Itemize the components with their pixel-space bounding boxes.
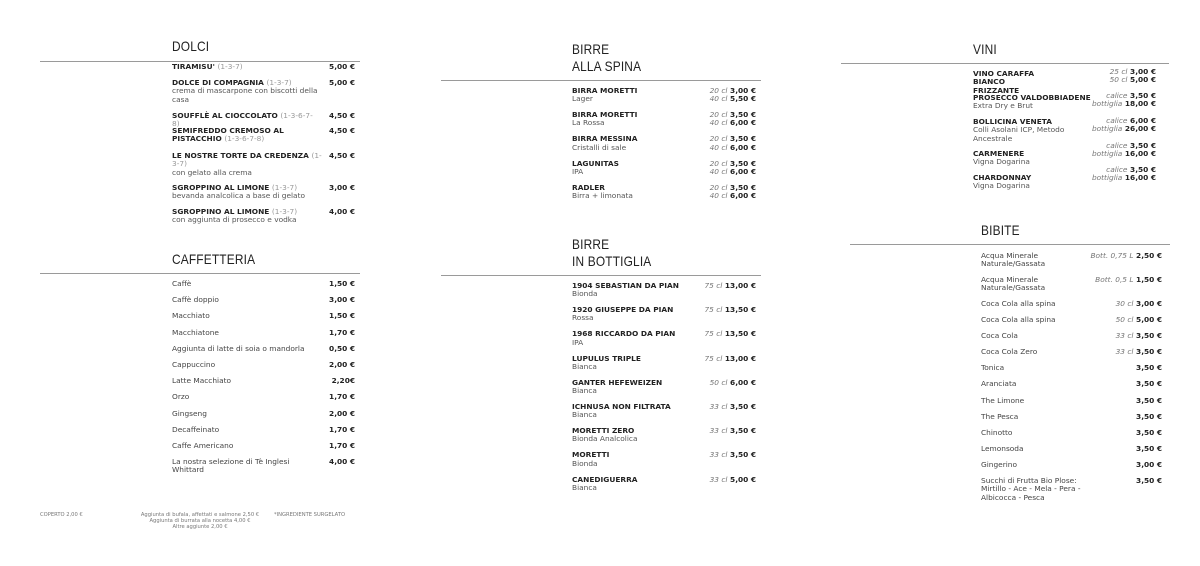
birre-spina-item-price xyxy=(710,111,756,128)
bibite-item-price xyxy=(1116,300,1162,308)
birre-spina-item xyxy=(572,111,692,128)
birre-spina-item-price-line xyxy=(710,144,756,152)
vini-item-price-value: 16,00 € xyxy=(1124,149,1156,159)
birre-bottiglia-item-name: LUPULUS TRIPLE xyxy=(572,353,641,363)
birre-spina-item-price-unit: 20 cl xyxy=(709,134,728,144)
birre-bottiglia-item-price-line xyxy=(710,403,756,411)
dolci-item-price: 4,50 € xyxy=(329,151,355,160)
birre-bottiglia-rule xyxy=(441,275,761,276)
bibite-item: Tonica xyxy=(981,363,1005,372)
birre-bottiglia-item xyxy=(572,379,697,396)
birre-spina-item-price-value: 3,50 € xyxy=(730,158,756,168)
vini-title: VINI xyxy=(973,41,997,57)
vini-item-price-unit: calice xyxy=(1106,116,1128,125)
caffetteria-item-price: 1,50 € xyxy=(329,279,355,288)
vini-item-desc: Vigna Dogarina xyxy=(973,181,1030,191)
vini-item-price-value: 18,00 € xyxy=(1124,99,1156,109)
birre-bottiglia-item-desc: Bionda Analcolica xyxy=(572,434,638,444)
birre-bottiglia-item-price xyxy=(710,403,756,411)
birre-spina-item-desc: La Rossa xyxy=(572,118,605,128)
caffetteria-item-price: 2,20€ xyxy=(331,376,355,386)
birre-bottiglia-item xyxy=(572,306,697,323)
caffetteria-item: Cappuccino xyxy=(172,360,216,369)
birre-bottiglia-item-price-value: 13,50 € xyxy=(724,329,756,339)
birre-spina-title xyxy=(572,41,641,75)
dolci-item-allergens: (1-3-6-7-8) xyxy=(172,111,313,129)
footer-aggiunte xyxy=(130,513,270,530)
dolci-item-name: SGROPPINO AL LIMONE (1-3-7) xyxy=(172,183,298,192)
birre-spina-item-price xyxy=(710,160,756,177)
birre-spina-item-price-unit: 40 cl xyxy=(709,118,728,128)
bibite-item-price xyxy=(1136,380,1162,388)
birre-bottiglia-item-price-value: 13,50 € xyxy=(724,305,756,315)
dolci-item-price: 3,00 € xyxy=(329,183,355,192)
bibite-item: Chinotto xyxy=(981,428,1013,437)
vini-item-price-unit: 25 cl xyxy=(1109,67,1128,76)
caffetteria-item-price: 1,70 € xyxy=(329,424,355,434)
birre-spina-item-price-line xyxy=(710,119,756,127)
birre-bottiglia-item-price-unit: 50 cl xyxy=(709,377,728,387)
birre-bottiglia-item-price-unit: 75 cl xyxy=(704,329,723,339)
dolci-item-name: DOLCE DI COMPAGNIA (1-3-7) xyxy=(172,78,292,87)
caffetteria-item-price: 1,50 € xyxy=(329,311,355,321)
caffetteria-item: Macchiatone xyxy=(172,327,219,337)
caffetteria-item: Macchiato xyxy=(172,311,210,321)
vini-item-price-unit: calice xyxy=(1106,141,1128,150)
vini-item-price-unit: 50 cl xyxy=(1109,75,1128,85)
birre-bottiglia-item-price-value: 13,00 € xyxy=(724,281,756,290)
bibite-item-unit: Bott. 0,5 L xyxy=(1095,275,1134,284)
birre-spina-item-price xyxy=(710,87,756,104)
birre-bottiglia-item xyxy=(572,476,697,493)
caffetteria-item-price: 2,00 € xyxy=(329,360,355,369)
bibite-item-value: 3,50 € xyxy=(1136,444,1162,453)
dolci-item-desc: crema di mascarpone con biscotti della casa xyxy=(172,86,318,104)
caffetteria-item: Caffè xyxy=(172,279,192,288)
bibite-item-value: 1,50 € xyxy=(1136,275,1162,284)
vini-item-price-value: 5,00 € xyxy=(1130,75,1156,85)
bibite-item-price xyxy=(1136,413,1162,421)
birre-spina-item-price-value: 6,00 € xyxy=(730,166,756,176)
bibite-item-value: 3,50 € xyxy=(1136,331,1162,340)
bibite-item-value: 3,50 € xyxy=(1136,476,1162,485)
birre-bottiglia-item-desc: IPA xyxy=(572,337,584,347)
birre-bottiglia-item-price-line xyxy=(710,476,756,484)
birre-spina-item-price-line xyxy=(710,192,756,200)
dolci-item-allergens: (1-3-7) xyxy=(271,207,298,216)
birre-bottiglia-item-desc: Bianca xyxy=(572,410,597,420)
vini-item-price-line xyxy=(1092,100,1156,108)
birre-bottiglia-item-price-unit: 33 cl xyxy=(709,426,728,436)
vini-item-price xyxy=(1092,142,1156,159)
birre-bottiglia-item-name: GANTER HEFEWEIZEN xyxy=(572,377,663,387)
vini-item xyxy=(973,150,1091,167)
vini-rule xyxy=(841,63,1169,64)
vini-item-price-line xyxy=(1092,150,1156,158)
birre-spina-item-price-value: 3,50 € xyxy=(730,134,756,144)
bibite-item-price xyxy=(1095,276,1162,284)
birre-bottiglia-item-price-line xyxy=(704,306,756,314)
caffetteria-item: Decaffeinato xyxy=(172,424,220,434)
birre-spina-item-price-line xyxy=(710,168,756,176)
birre-bottiglia-item-price-line xyxy=(710,379,756,387)
birre-bottiglia-item-name: MORETTI xyxy=(572,450,610,460)
caffetteria-item: Caffe Americano xyxy=(172,441,234,450)
birre-spina-item-desc: Lager xyxy=(572,94,593,104)
birre-spina-item-price-value: 3,50 € xyxy=(730,110,756,120)
birre-bottiglia-item-price-line xyxy=(704,282,756,290)
vini-item-price-unit: bottiglia xyxy=(1091,173,1123,183)
footer-aggiunta-line: Aggiunta di burrata alla nocetta 4,00 € xyxy=(149,517,251,524)
vini-item xyxy=(973,118,1091,143)
vini-item-price-value: 26,00 € xyxy=(1124,124,1156,134)
birre-spina-item-price-unit: 40 cl xyxy=(709,142,728,152)
bibite-item-value: 3,50 € xyxy=(1136,363,1162,372)
birre-bottiglia-item-price-value: 3,50 € xyxy=(730,450,756,460)
bibite-item-price xyxy=(1136,477,1162,485)
caffetteria-title: CAFFETTERIA xyxy=(172,251,256,267)
bibite-item: The Limone xyxy=(981,396,1025,405)
bibite-item-value: 3,50 € xyxy=(1136,379,1162,388)
dolci-item xyxy=(172,208,320,225)
birre-bottiglia-item-price-line xyxy=(710,427,756,435)
vini-item-price xyxy=(1092,92,1156,109)
dolci-item-price: 4,50 € xyxy=(329,111,355,120)
bibite-item-unit: 50 cl xyxy=(1115,315,1134,324)
bibite-item: Acqua Minerale Naturale/Gassata xyxy=(981,251,1046,269)
dolci-item-name: TIRAMISU' (1-3-7) xyxy=(172,62,243,71)
birre-bottiglia-item-desc: Bionda xyxy=(572,289,598,299)
bibite-item-unit: Bott. 0,75 L xyxy=(1090,251,1134,260)
bibite-item: Coca Cola Zero xyxy=(981,347,1038,356)
dolci-item-price: 5,00 € xyxy=(329,78,355,87)
caffetteria-item: Latte Macchiato xyxy=(172,376,232,386)
dolci-item-desc: bevanda analcolica a base di gelato xyxy=(172,191,306,201)
dolci-item-name: LE NOSTRE TORTE DA CREDENZA (1-3-7) xyxy=(172,151,322,169)
vini-item-price-unit: bottiglia xyxy=(1091,149,1123,159)
birre-spina-item-price xyxy=(710,135,756,152)
birre-spina-item-price-unit: 20 cl xyxy=(709,182,728,192)
birre-bottiglia-item-price-line xyxy=(710,451,756,459)
bibite-item-value: 3,00 € xyxy=(1136,299,1162,308)
birre-bottiglia-item-price xyxy=(710,451,756,459)
birre-bottiglia-item-name: 1920 GIUSEPPE DA PIAN xyxy=(572,305,674,315)
bibite-item: Coca Cola alla spina xyxy=(981,315,1056,324)
birre-spina-item-price xyxy=(710,184,756,201)
vini-item-price-value: 16,00 € xyxy=(1124,173,1156,183)
bibite-item-price xyxy=(1136,429,1162,437)
vini-item-desc: Colli Asolani ICP, Metodo Ancestrale xyxy=(973,125,1065,143)
dolci-title: DOLCI xyxy=(172,38,210,54)
dolci-item xyxy=(172,184,320,201)
birre-bottiglia-item-price xyxy=(710,476,756,484)
birre-bottiglia-item-price xyxy=(710,427,756,435)
birre-bottiglia-item-price-unit: 33 cl xyxy=(709,474,728,484)
bibite-item-price xyxy=(1116,316,1162,324)
bibite-item: The Pesca xyxy=(981,412,1019,421)
birre-bottiglia-item-price-unit: 75 cl xyxy=(704,281,723,290)
bibite-title: BIBITE xyxy=(981,222,1020,238)
birre-spina-item-price-unit: 20 cl xyxy=(709,86,728,95)
vini-item-name: CARMENERE xyxy=(973,149,1025,158)
birre-spina-item xyxy=(572,184,692,201)
birre-spina-item-name: RADLER xyxy=(572,182,605,192)
dolci-item-name: SOUFFLÈ AL CIOCCOLATO (1-3-6-7-8) xyxy=(172,111,313,129)
birre-bottiglia-item-price-unit: 33 cl xyxy=(709,450,728,460)
birre-bottiglia-item-price-line xyxy=(704,355,756,363)
birre-bottiglia-item-price-value: 3,50 € xyxy=(730,426,756,436)
bibite-item-value: 3,50 € xyxy=(1136,428,1162,437)
birre-spina-item-desc: Cristalli di sale xyxy=(572,142,627,152)
caffetteria-item-price: 0,50 € xyxy=(329,343,355,353)
bibite-item-price xyxy=(1136,445,1162,453)
bibite-item-value: 3,50 € xyxy=(1136,347,1162,356)
birre-bottiglia-item-desc: Bionda xyxy=(572,458,598,468)
caffetteria-item-price: 1,70 € xyxy=(329,392,355,402)
birre-bottiglia-item-price-value: 13,00 € xyxy=(724,353,756,363)
bibite-item: Acqua Minerale Naturale/Gassata xyxy=(981,275,1046,293)
dolci-item-desc: con gelato alla crema xyxy=(172,167,252,177)
birre-bottiglia-title xyxy=(572,236,651,270)
birre-bottiglia-item-price xyxy=(710,379,756,387)
vini-item-price-value: 3,50 € xyxy=(1130,165,1156,174)
vini-item xyxy=(973,70,1043,95)
birre-bottiglia-item-name: CANEDIGUERRA xyxy=(572,474,638,484)
vini-item-name: PROSECCO VALDOBBIADENE xyxy=(973,93,1091,102)
bibite-item: Succhi di Frutta Bio Plose: Mirtillo - Ace - Mela - Pera - Albicocca - Pesca xyxy=(981,476,1081,502)
caffetteria-item: Orzo xyxy=(172,392,190,402)
vini-item-name: BOLLICINA VENETA xyxy=(973,117,1052,126)
birre-bottiglia-item-price xyxy=(704,282,756,290)
bibite-item: Coca Cola alla spina xyxy=(981,299,1056,308)
dolci-item xyxy=(172,152,322,177)
bibite-item-unit: 30 cl xyxy=(1115,299,1134,308)
birre-spina-item-price-unit: 40 cl xyxy=(709,94,728,104)
birre-bottiglia-item-name: ICHNUSA NON FILTRATA xyxy=(572,402,671,411)
birre-spina-heading: BIRRE xyxy=(572,41,610,57)
vini-item-desc: Extra Dry e Brut xyxy=(973,101,1033,111)
bibite-item-value: 3,00 € xyxy=(1136,460,1162,469)
birre-spina-item xyxy=(572,87,692,104)
dolci-item-desc: con aggiunta di prosecco e vodka xyxy=(172,215,297,225)
vini-item-price-value: 3,00 € xyxy=(1130,67,1156,76)
bibite-item-unit: 33 cl xyxy=(1115,347,1134,356)
birre-spina-item-price-line xyxy=(710,95,756,103)
vini-item-price-unit: calice xyxy=(1106,91,1128,100)
birre-bottiglia-item-desc: Bianca xyxy=(572,386,597,396)
birre-bottiglia-item-price-value: 5,00 € xyxy=(730,474,756,484)
birre-bottiglia-item-desc: Rossa xyxy=(572,313,594,323)
birre-bottiglia-item-price xyxy=(704,306,756,314)
caffetteria-item: Gingseng xyxy=(172,408,207,418)
vini-item-name: CHARDONNAY xyxy=(973,173,1032,182)
vini-item-price-line xyxy=(1092,174,1156,182)
bibite-item-price xyxy=(1116,332,1162,340)
dolci-item-name: SEMIFREDDO CREMOSO AL PISTACCHIO (1-3-6-7-8) xyxy=(172,126,284,144)
caffetteria-item-price: 1,70 € xyxy=(329,441,355,450)
bibite-item-value: 5,00 € xyxy=(1136,315,1162,324)
birre-spina-item-price-value: 6,00 € xyxy=(730,142,756,152)
birre-spina-item-price-unit: 40 cl xyxy=(709,191,728,201)
bibite-item-value: 3,50 € xyxy=(1136,396,1162,405)
bibite-item-price xyxy=(1090,252,1162,260)
bibite-rule xyxy=(850,244,1170,245)
birre-spina-item xyxy=(572,160,692,177)
dolci-item-price: 4,50 € xyxy=(329,126,355,135)
birre-bottiglia-item xyxy=(572,355,697,372)
dolci-item-name: SGROPPINO AL LIMONE (1-3-7) xyxy=(172,207,298,216)
vini-item-price-value: 6,00 € xyxy=(1130,116,1156,125)
birre-spina-item-price-value: 5,50 € xyxy=(730,94,756,104)
birre-bottiglia-item-name: 1904 SEBASTIAN DA PIAN xyxy=(572,281,679,290)
birre-spina-item-price-value: 3,00 € xyxy=(730,86,756,95)
birre-spina-item-name: LAGUNITAS xyxy=(572,158,619,168)
birre-bottiglia-item xyxy=(572,451,697,468)
birre-spina-item-desc: Birra + limonata xyxy=(572,191,633,201)
footer-coperto: COPERTO 2,00 € xyxy=(40,512,83,518)
birre-spina-item-name: BIRRA MORETTI xyxy=(572,86,638,95)
birre-bottiglia-item-price-unit: 75 cl xyxy=(704,305,723,315)
birre-spina-item-price-value: 6,00 € xyxy=(730,191,756,201)
birre-bottiglia-item-price-line xyxy=(704,330,756,338)
birre-spina-item-desc: IPA xyxy=(572,166,584,176)
birre-bottiglia-item-desc: Bianca xyxy=(572,361,597,371)
caffetteria-rule xyxy=(40,273,360,274)
vini-item-price xyxy=(1110,68,1156,85)
dolci-item-allergens: (1-3-6-7-8) xyxy=(224,134,265,144)
dolci-item-allergens: (1-3-7) xyxy=(266,78,292,87)
birre-bottiglia-heading: BIRRE xyxy=(572,236,610,252)
vini-item-name: VINO CARAFFA BIANCO FRIZZANTE xyxy=(973,69,1035,95)
dolci-item xyxy=(172,127,320,144)
birre-spina-item-name: BIRRA MORETTI xyxy=(572,110,638,120)
bibite-item-price xyxy=(1136,397,1162,405)
bibite-item: Gingerino xyxy=(981,460,1018,469)
birre-bottiglia-item-name: MORETTI ZERO xyxy=(572,426,635,436)
caffetteria-item-price: 1,70 € xyxy=(329,327,355,337)
vini-item-price-value: 3,50 € xyxy=(1130,141,1156,150)
birre-bottiglia-item xyxy=(572,427,697,444)
vini-item-price-unit: bottiglia xyxy=(1091,124,1123,134)
birre-spina-item-price-unit: 40 cl xyxy=(709,166,728,176)
dolci-item-allergens: (1-3-7) xyxy=(217,62,243,71)
vini-item-price-line xyxy=(1092,125,1156,133)
birre-bottiglia-item-price xyxy=(704,330,756,338)
birre-spina-item xyxy=(572,135,692,152)
birre-bottiglia-item xyxy=(572,403,697,420)
birre-bottiglia-item-price xyxy=(704,355,756,363)
birre-bottiglia-item-price-value: 6,00 € xyxy=(730,377,756,387)
birre-bottiglia-item xyxy=(572,330,697,347)
dolci-item-allergens: (1-3-7) xyxy=(172,151,322,169)
vini-item-price xyxy=(1092,166,1156,183)
vini-item-price-unit: bottiglia xyxy=(1091,99,1123,109)
caffetteria-item-price: 2,00 € xyxy=(329,408,355,418)
birre-bottiglia-item xyxy=(572,282,697,299)
bibite-item-price xyxy=(1136,461,1162,469)
birre-bottiglia-item-desc: Bianca xyxy=(572,482,597,492)
vini-item-desc: Vigna Dogarina xyxy=(973,157,1030,167)
birre-bottiglia-item-price-unit: 75 cl xyxy=(704,353,723,363)
birre-spina-item-price-value: 6,00 € xyxy=(730,118,756,128)
birre-bottiglia-item-price-unit: 33 cl xyxy=(709,402,728,411)
vini-item-price-unit: calice xyxy=(1106,165,1128,174)
vini-item-price-line xyxy=(1110,76,1156,84)
vini-item xyxy=(973,94,1091,111)
caffetteria-item-price: 3,00 € xyxy=(329,295,355,305)
bibite-item-value: 2,50 € xyxy=(1136,251,1162,260)
bibite-item: Coca Cola xyxy=(981,331,1018,340)
birre-spina-item-price-unit: 20 cl xyxy=(709,158,728,168)
birre-spina-subheading: ALLA SPINA xyxy=(572,58,642,74)
birre-spina-item-price-value: 3,50 € xyxy=(730,182,756,192)
caffetteria-item: Caffè doppio xyxy=(172,295,219,305)
dolci-item xyxy=(172,63,320,71)
dolci-item-allergens: (1-3-7) xyxy=(271,183,298,192)
birre-bottiglia-item-price-value: 3,50 € xyxy=(730,402,756,411)
dolci-item-price: 5,00 € xyxy=(329,62,355,71)
footer-aggiunta-line: Aggiunta di bufala, affettati e salmone 2,50 € xyxy=(140,512,260,518)
vini-item-price xyxy=(1092,117,1156,134)
dolci-item-price: 4,00 € xyxy=(329,207,355,216)
bibite-item-price xyxy=(1136,364,1162,372)
bibite-item-price xyxy=(1116,348,1162,356)
caffetteria-item: Aggiunta di latte di soia o mandorla xyxy=(172,343,305,353)
birre-spina-item-price-unit: 20 cl xyxy=(709,110,728,120)
birre-bottiglia-item-name: 1968 RICCARDO DA PIAN xyxy=(572,329,676,339)
birre-spina-rule xyxy=(441,80,761,81)
dolci-item xyxy=(172,79,320,104)
caffetteria-item: La nostra selezione di Tè Inglesi Whittard xyxy=(172,457,290,475)
bibite-item: Lemonsoda xyxy=(981,444,1024,453)
footer-surgelato: *INGREDIENTE SURGELATO xyxy=(274,512,346,518)
birre-spina-item-name: BIRRA MESSINA xyxy=(572,134,638,144)
bibite-item-value: 3,50 € xyxy=(1136,412,1162,421)
bibite-item: Aranciata xyxy=(981,379,1017,388)
vini-item-price-value: 3,50 € xyxy=(1130,91,1156,100)
birre-bottiglia-subheading: IN BOTTIGLIA xyxy=(572,253,652,269)
footer-aggiunta-line: Altre aggiunte 2,00 € xyxy=(172,523,228,530)
vini-item xyxy=(973,174,1091,191)
bibite-item-unit: 33 cl xyxy=(1115,331,1134,340)
caffetteria-item-price: 4,00 € xyxy=(329,457,355,467)
